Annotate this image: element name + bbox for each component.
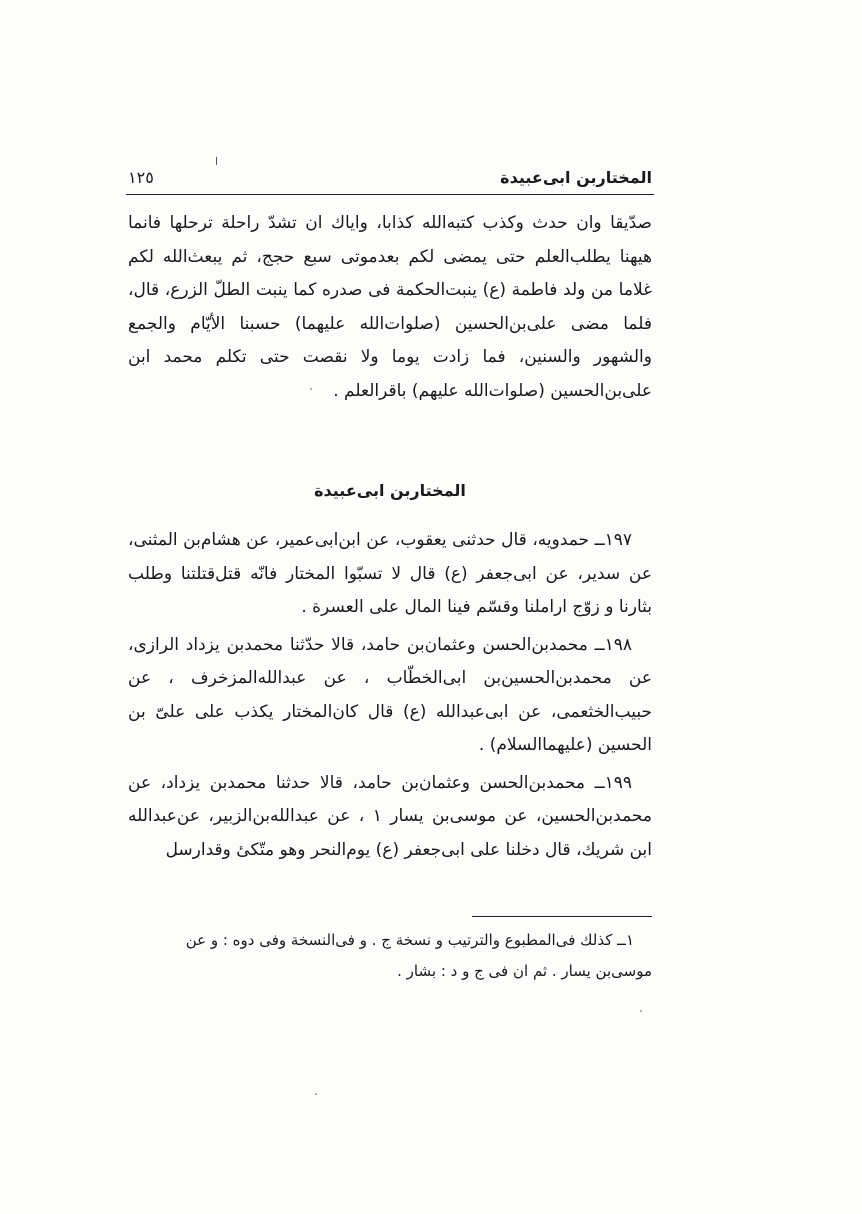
footnote: ١ــ كذلك فی‌المطبوع والترتیب و نسخة ج . و فی‌النسخة وفی دوه : و عن موسی‌بن یسار . ثم ان فی ج و د : بشار . <box>185 931 652 980</box>
continued-paragraph: صدّیقا وان حدث وكذب كتبه‌الله كذابا، وایاك ان تشدّ راحلة ترحلها فانما هیهنا یطلب‌العلم حتی یمضی لكم بعدموتی سبع حجج، ثم یبعث‌الله لكم غلاما من ولد فاطمة (ع) ینبت‌الحكمة فی صدره كما ینبت الطلّ الزرع، قال، فلما مضی علی‌بن‌الحسین (صلوات‌الله علیهما) حسبنا الأیّام والجمع والشهور والسنین، فما زادت یوما ولا نقصت حتی تكلم محمد ابن علی‌بن‌الحسین (صلوات‌الله علیهم) باقرالعلم . <box>128 213 652 401</box>
section-heading: المختاربن ابی‌عبیدة <box>314 481 466 500</box>
hadith-199: ١٩٩ــ محمدبن‌الحسن وعثمان‌بن حامد، قالا حدثنا محمدبن یزداد، عن محمدبن‌الحسین، عن موسی‌بن یسار ١ ، عن عبدالله‌بن‌الزبیر، عن‌عبدالله ابن شریك، قال دخلنا علی ابی‌جعفر (ع) یوم‌النحر وهو متّكیٔ وقدارسل <box>128 772 652 860</box>
header-rule <box>126 194 654 195</box>
header-tick-mark <box>216 157 217 165</box>
footnote-rule <box>472 916 652 917</box>
scan-speck <box>640 1010 642 1012</box>
scan-speck <box>315 1093 317 1095</box>
running-header <box>128 166 652 194</box>
running-title: المختاربن ابی‌عبیدة <box>500 168 652 187</box>
hadith-198: ١٩٨ــ محمدبن‌الحسن وعثمان‌بن حامد، قالا حدّثنا محمدبن یزداد الرازی، عن محمدبن‌الحسین‌بن ابی‌الخطّاب ، عن عبدالله‌المزخرف ، عن حبیب‌الخثعمی، عن ابی‌عبدالله (ع) قال كان‌المختار یكذب علی علیّ بن الحسین (علیهما‌السلام) . <box>128 634 652 755</box>
page-number: ١٢٥ <box>128 168 154 187</box>
hadith-list <box>128 524 652 871</box>
hadith-197: ١٩٧ــ حمدویه، قال حدثنی یعقوب، عن ابن‌ابی‌عمیر، عن هشام‌بن المثنی، عن سدیر، عن ابی‌جعفر (ع) قال لا تسبّوا المختار فانّه قتل‌قتلتنا وطلب بثارنا و زوّج اراملنا وقسّم فینا المال علی العسرة . <box>128 530 652 617</box>
scan-speck <box>310 388 312 390</box>
